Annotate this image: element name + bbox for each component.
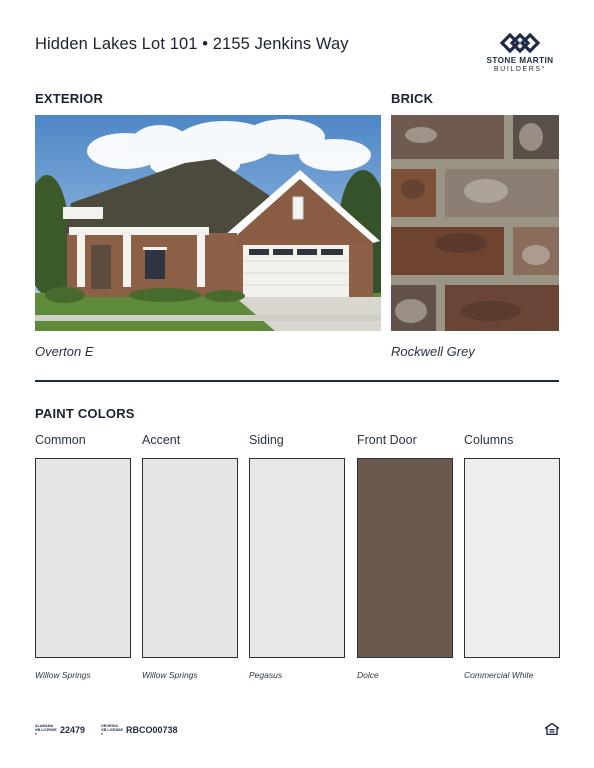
paint-name-siding: Pegasus <box>249 670 283 680</box>
paint-swatch-columns <box>464 458 560 658</box>
paint-swatch-accent <box>142 458 238 658</box>
exterior-heading: EXTERIOR <box>35 91 104 106</box>
paint-label-common: Common <box>35 433 86 447</box>
paint-swatch-siding <box>249 458 345 658</box>
company-logo <box>478 32 562 73</box>
paint-label-front-door: Front Door <box>357 433 417 447</box>
alabama-license <box>35 724 85 736</box>
document-title: Hidden Lakes Lot 101 • 2155 Jenkins Way <box>35 35 349 53</box>
exterior-model-name: Overton E <box>35 344 94 359</box>
brick-sample-image <box>391 115 559 331</box>
exterior-house-image <box>35 115 381 331</box>
equal-housing-icon <box>545 723 559 735</box>
logo-text-primary: STONE MARTIN <box>486 56 554 65</box>
paint-label-accent: Accent <box>142 433 181 447</box>
paint-name-common: Willow Springs <box>35 670 91 680</box>
alabama-license-number: 22479 <box>60 725 86 735</box>
logo-text-secondary: BUILDERS° <box>493 66 547 73</box>
paint-swatch-common <box>35 458 131 658</box>
brick-name: Rockwell Grey <box>391 344 475 359</box>
section-divider <box>35 380 559 382</box>
georgia-license <box>101 724 178 736</box>
paint-name-columns: Commercial White <box>464 670 534 680</box>
georgia-license-number: RBCO00738 <box>126 725 178 735</box>
paint-label-siding: Siding <box>249 433 284 447</box>
paint-name-accent: Willow Springs <box>142 670 198 680</box>
paint-swatch-front-door <box>357 458 453 658</box>
georgia-license-label: GEORGIA GB LICENSE # <box>101 724 123 736</box>
brick-heading: BRICK <box>391 91 434 106</box>
alabama-license-label: ALABAMA HB LICENSE # <box>35 724 57 736</box>
paint-colors-heading: PAINT COLORS <box>35 406 135 421</box>
diamond-logo-icon <box>500 32 540 54</box>
paint-name-front-door: Dolce <box>357 670 379 680</box>
paint-label-columns: Columns <box>464 433 514 447</box>
